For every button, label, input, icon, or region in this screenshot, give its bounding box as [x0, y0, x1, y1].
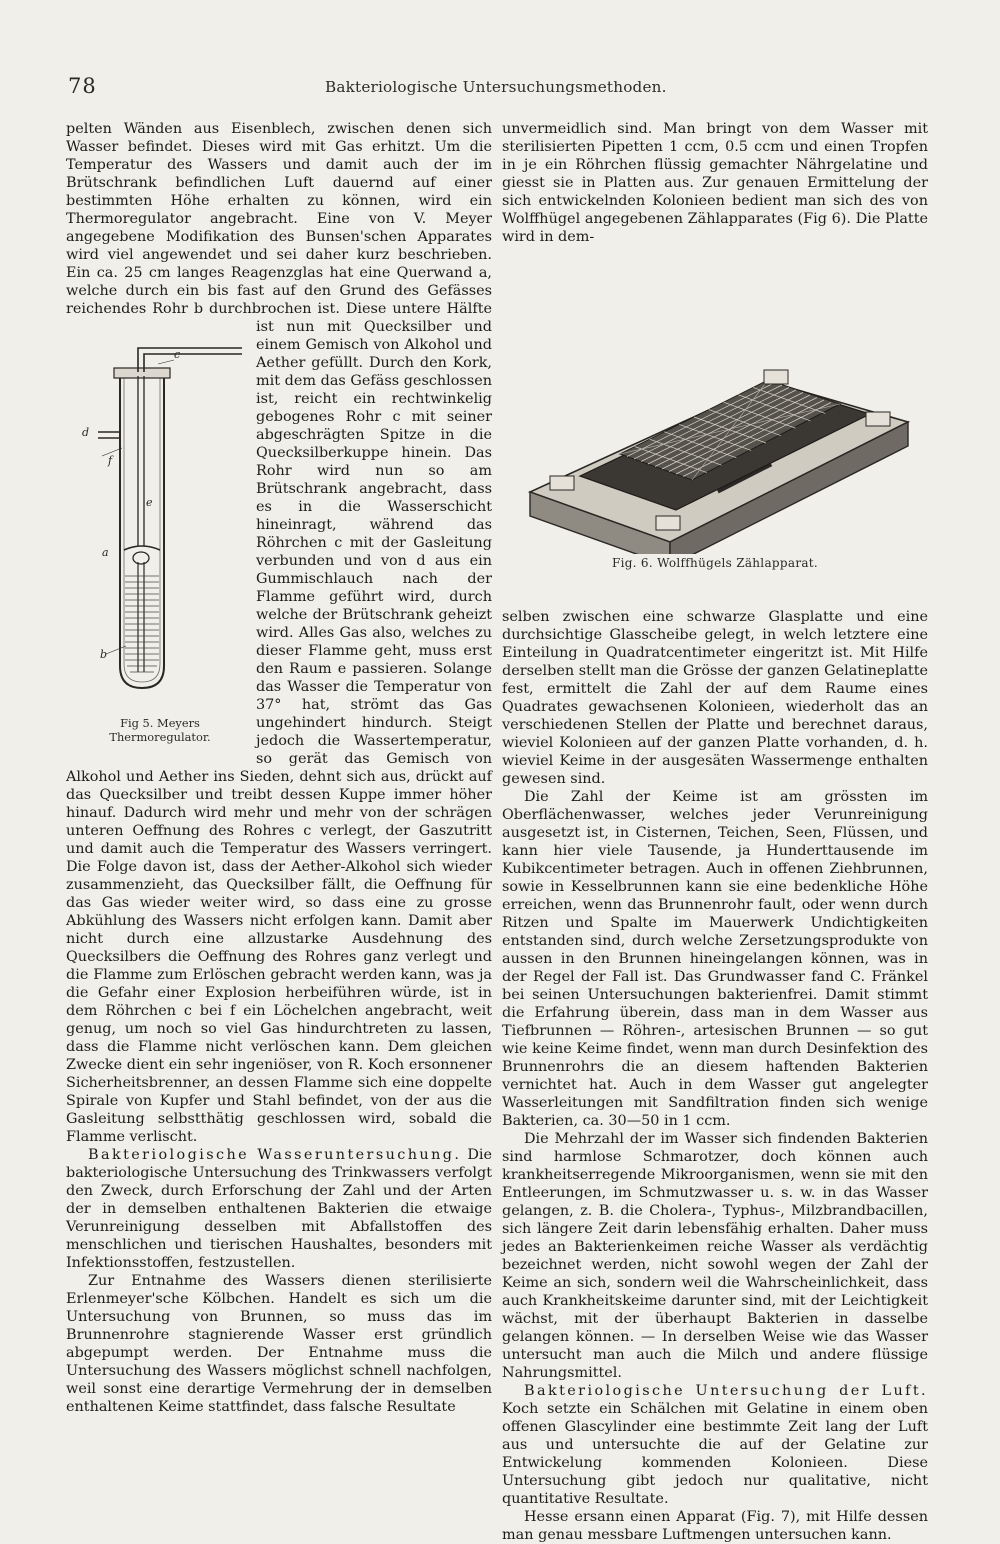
right-paragraph-1: unvermeidlich sind. Man bringt von dem Wasser mit sterilisierten Pipetten 1 ccm, 0.5 ccm und einen Tropfen in je ein Röhrchen flüssig gemachter Nährgelatine und giesst sie in Platten aus. Zur genauen Ermittelung der sich entwickelnden Kolonieen bedient man sich des von Wolffhügel angegebenen Zählapparates (Fig 6). Die Platte wird in dem-: [502, 121, 928, 245]
right-column: [502, 120, 928, 1544]
counting-apparatus-illustration: [520, 254, 910, 554]
left-column: [66, 120, 492, 1416]
left-paragraph-2: [66, 1146, 492, 1272]
label-f: f: [108, 454, 113, 467]
section-heading-wasser: Bakteriologische Wasseruntersuchung.: [88, 1147, 462, 1163]
figure-5-caption: Fig 5. Meyers Thermoregulator.: [109, 716, 211, 744]
section-heading-luft: Bakteriologische Untersuchung der Luft.: [524, 1383, 928, 1399]
figure-6: [502, 246, 928, 606]
label-b: b: [100, 648, 108, 661]
right-paragraph-5-text: Koch setzte ein Schälchen mit Gelatine in einem oben offenen Glascylinder eine bestimmte Zeit lang der Luft aus und untersuchte die auf der Gelatine zur Entwickelung kommenden Kolonieen. Diese Untersuchung gibt jedoch nur qualitative, nicht quantitative Resultate.: [502, 1401, 928, 1507]
left-paragraph-3: Zur Entnahme des Wassers dienen sterilisierte Erlenmeyer'sche Kölbchen. Handelt es sich um die Untersuchung von Brunnen, so muss das im Brunnenrohre stagnierende Wasser erst gründlich abgepumpt werden. Der Entnahme muss die Untersuchung des Wassers möglichst schnell nachfolgen, weil sonst eine derartige Vermehrung der in demselben enthaltenen Keime stattfindet, dass falsche Resultate: [66, 1273, 492, 1415]
label-a: a: [102, 546, 109, 559]
right-paragraph-3: Die Zahl der Keime ist am grössten im Oberflächenwasser, welches jeder Verunreinigung ausgesetzt ist, in Cisternen, Teichen, Seen, Flüssen, und kann hier viele Tausende, ja Hunderttausende im Kubikcentimeter betragen. Auch in offenen Ziehbrunnen, sowie in Kesselbrunnen kann sie eine bedenkliche Höhe erreichen, wenn das Brunnenrohr fault, oder wenn durch Ritzen und Spalte im Mauerwerk Undichtigkeiten entstanden sind, durch welche Zersetzungsprodukte von aussen in den Brunnen hineingelangen können, was in der Regel der Fall ist. Das Grundwasser fand C. Fränkel bei seinen Untersuchungen bakterienfrei. Damit stimmt die Erfahrung überein, dass man in dem Wasser aus Tiefbrunnen — Röhren-, artesischen Brunnen — so gut wie keine Keime findet, wenn man durch Desinfektion des Brunnenrohrs die an diesem haftenden Bakterien vernichtet hat. Auch in dem Wasser gut angelegter Wasserleitungen mit Sandfiltration finden sich wenige Bakterien, ca. 30—50 in 1 ccm.: [502, 789, 928, 1129]
right-paragraph-6: Hesse ersann einen Apparat (Fig. 7), mit Hilfe dessen man genau messbare Luftmengen untersuchen kann.: [502, 1509, 928, 1543]
right-paragraph-4: Die Mehrzahl der im Wasser sich findenden Bakterien sind harmlose Schmarotzer, doch können auch krankheitserregende Mikroorganismen, wenn sie mit den Entleerungen, im Schmutzwasser u. s. w. in das Wasser gelangen, z. B. die Cholera-, Typhus-, Milzbrandbacillen, sich längere Zeit darin lebensfähig erhalten. Daher muss jedes an Bakterienkeimen reiche Wasser als verdächtig bezeichnet werden, nicht sowohl wegen der Zahl der Keime an sich, sondern weil die Wahrscheinlichkeit, dass auch Krankheitskeime darunter sind, mit der Leichtigkeit wächst, mit der überhaupt Bakterien in dasselbe gelangen können. — In derselben Weise wie das Wasser untersucht man auch die Milch und andere flüssige Nahrungsmittel.: [502, 1131, 928, 1381]
running-head: Bakteriologische Untersuchungsmethoden.: [325, 78, 667, 96]
right-paragraph-5: [502, 1382, 928, 1508]
figure-6-caption: Fig. 6. Wolffhügels Zählapparat.: [611, 556, 819, 570]
label-c: c: [174, 348, 181, 361]
thermoregulator-illustration: [62, 336, 252, 716]
right-paragraph-2: selben zwischen eine schwarze Glasplatte und eine durchsichtige Glasscheibe gelegt, in welch letztere eine Einteilung in Quadratcentimeter eingeritzt ist. Mit Hilfe derselben stellt man die Grösse der ganzen Gelatineplatte fest, ermittelt die Zahl der auf dem Raume eines Quadrates gewachsenen Kolonieen, wiederholt das an verschiedenen Stellen der Platte und berechnet daraus, wieviel Kolonieen auf der ganzen Platte vorhanden, d. h. wieviel Keime in der ausgesäten Wassermenge enthalten gewesen sind.: [502, 609, 928, 787]
left-paragraph-1: pelten Wänden aus Eisenblech, zwischen denen sich Wasser befindet. Dieses wird mit Gas erhitzt. Um die Temperatur des Wassers und damit auch der im Brütschrank befindlichen Luft dauernd auf einer bestimmten Höhe erhalten zu können, wird ein Thermoregulator angebracht. Eine von V. Meyer angegebene Modifikation des Bunsen'schen Apparates wird viel angewendet und sei daher kurz beschrieben. Ein ca. 25 cm langes Reagenzglas hat eine Querwand a, welche durch ein bis fast auf den Grund des Gefässes reichendes Rohr b durchbrochen ist. Diese untere Hälfte ist nun mit Quecksilber und einem Gemisch von Alkohol und Aether gefüllt. Durch den Kork, mit dem das Gefäss geschlossen ist, reicht ein rechtwinkelig gebogenes Rohr c mit seiner abgeschrägten Spitze in die Quecksilberkuppe hinein. Das Rohr wird nun so am Brütschrank angebracht, dass es in die Wasserschicht hineinragt, während das Röhrchen c mit der Gasleitung verbunden und von d aus ein Gummischlauch nach der Flamme geführt wird, durch welche der Brütschrank geheizt wird. Alles Gas also, welches zu dieser Flamme geht, muss erst den Raum e passieren. Solange das Wasser die Temperatur von 37° hat, strömt das Gas ungehindert hindurch. Steigt jedoch die Wassertemperatur, so gerät das Gemisch von Alkohol und Aether ins Sieden, dehnt sich aus, drückt auf das Quecksilber und treibt dessen Kuppe immer höher hinauf. Dadurch wird mehr und mehr von der schrägen unteren Oeffnung des Rohres c verlegt, der Gaszutritt und damit auch die Temperatur des Wassers verringert. Die Folge davon ist, dass der Aether-Alkohol sich wieder zusammenzieht, das Quecksilber fällt, die Oeffnung für das Gas wieder weiter wird, so dass eine zu grosse Abkühlung des Wassers nicht erfolgen kann. Damit aber nicht durch eine allzustarke Ausdehnung des Quecksilbers die Oeffnung des Rohres ganz verlegt und die Flamme zum Erlöschen gebracht werden kann, was ja die Gefahr einer Explosion herbeiführen würde, ist in dem Röhrchen c bei f ein Löchelchen angebracht, weit genug, um noch so viel Gas hindurchtreten zu lassen, dass die Flamme nicht verlöschen kann. Dem gleichen Zwecke dient ein sehr ingeniöser, von R. Koch ersonnener Sicherheitsbrenner, an dessen Flamme sich eine doppelte Spirale von Kupfer und Stahl befindet, von der aus die Gasleitung selbstthätig geschlossen wird, sobald die Flamme verlischt.: [66, 121, 492, 1145]
figure-5: [62, 336, 252, 756]
left-paragraph-2-text: Die bakteriologische Untersuchung des Trinkwassers verfolgt den Zweck, durch Erforschung der Zahl und der Arten der in demselben enthaltenen Bakterien die etwaige Verunreinigung desselben mit Abfallstoffen des menschlichen und tierischen Haushaltes, besonders mit Infektionsstoffen, festzustellen.: [66, 1147, 492, 1271]
page-number: 78: [68, 74, 97, 98]
label-d: d: [82, 426, 90, 439]
label-e: e: [146, 496, 153, 509]
